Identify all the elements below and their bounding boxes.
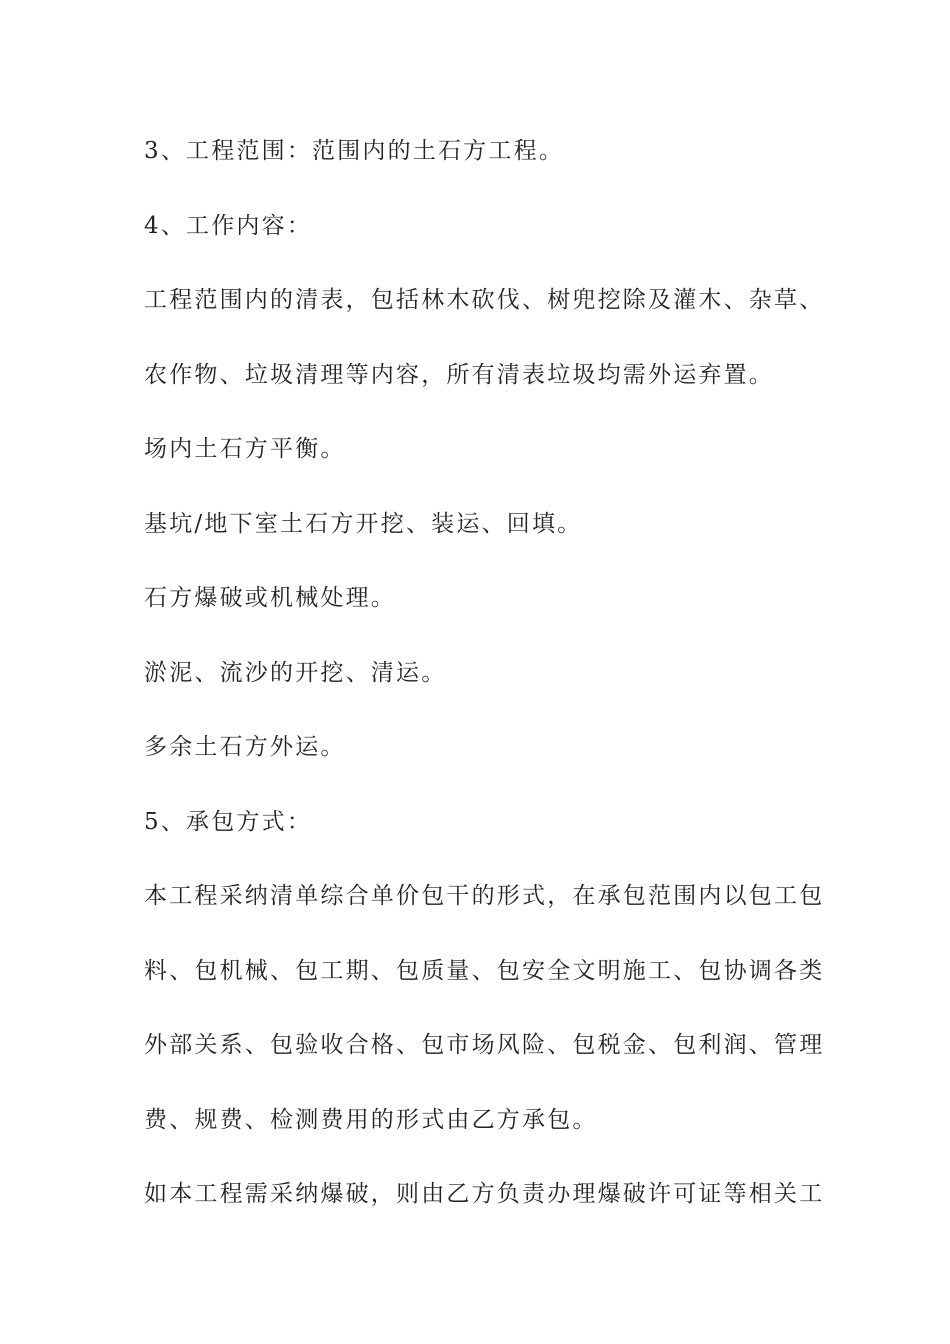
paragraph-line: 淤泥、流沙的开挖、清运。 (144, 659, 447, 686)
paragraph-line: 多余土石方外运。 (144, 734, 346, 760)
document-body (144, 133, 825, 1251)
paragraph-line: 费、规费、检测费用的形式由乙方承包。 (144, 1106, 598, 1133)
paragraph-line: 外部关系、包验收合格、包市场风险、包税金、包利润、管理 (144, 1032, 825, 1058)
section-heading-work-content: 4、工作内容： (144, 212, 313, 239)
paragraph-line: 基坑/地下室土石方开挖、装运、回填。 (144, 510, 583, 537)
paragraph-line: 石方爆破或机械处理。 (144, 585, 396, 611)
paragraph-line: 料、包机械、包工期、包质量、包安全文明施工、包协调各类 (144, 957, 825, 984)
section-heading-scope: 3、工程范围：范围内的土石方工程。 (144, 138, 565, 164)
paragraph-line: 场内土石方平衡。 (144, 436, 346, 462)
paragraph-line: 如本工程需采纳爆破，则由乙方负责办理爆破许可证等相关工 (144, 1181, 825, 1207)
paragraph-line: 本工程采纳清单综合单价包干的形式，在承包范围内以包工包 (144, 883, 825, 909)
paragraph-line: 农作物、垃圾清理等内容，所有清表垃圾均需外运弃置。 (144, 361, 774, 388)
section-heading-contract-method: 5、承包方式： (144, 808, 313, 835)
paragraph-line: 工程范围内的清表，包括林木砍伐、树兜挖除及灌木、杂草、 (144, 287, 825, 313)
